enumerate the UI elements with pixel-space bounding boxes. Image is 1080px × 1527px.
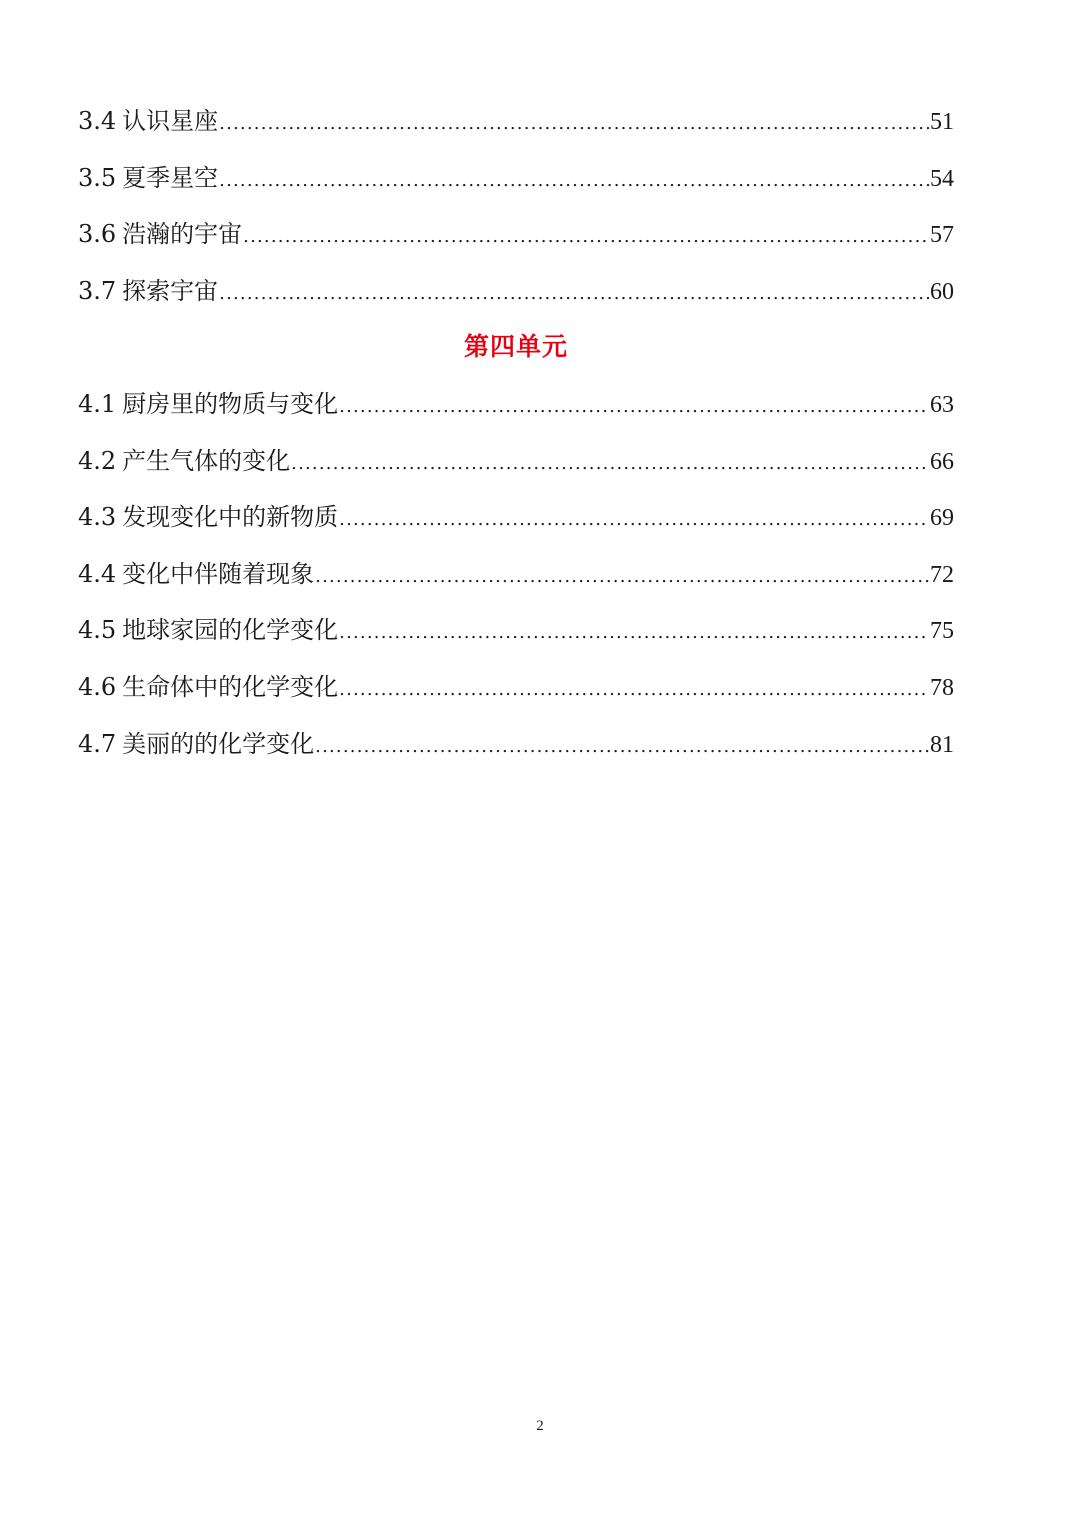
toc-entry-page: 54 (930, 165, 954, 192)
toc-entry-page: 51 (930, 109, 954, 135)
toc-entry-number: 3.7 (78, 276, 117, 305)
toc-entry-page: 75 (930, 618, 954, 645)
toc-entry-label (78, 438, 290, 484)
toc-entry-number: 4.4 (78, 559, 117, 588)
toc-leader-dots (219, 271, 929, 317)
toc-entry-label (78, 721, 314, 767)
toc-entry-label (78, 664, 338, 710)
toc-entry-number: 4.1 (78, 389, 117, 418)
toc-entry-label (78, 268, 218, 314)
toc-entry-page: 60 (930, 278, 954, 305)
toc-entry-title: 变化中伴随着现象 (122, 559, 315, 588)
toc-entry-4-5[interactable] (78, 607, 954, 664)
toc-leader-dots (291, 441, 929, 487)
toc-entry-label (78, 211, 242, 257)
toc-entry-number: 4.3 (78, 503, 117, 532)
toc-entry-page: 66 (930, 448, 954, 475)
table-of-contents (78, 98, 954, 777)
toc-leader-dots (243, 214, 929, 260)
toc-entry-title: 夏季星空 (122, 163, 219, 192)
toc-entry-title: 产生气体的变化 (122, 446, 291, 475)
toc-entry-page: 78 (930, 674, 954, 701)
toc-entry-title: 认识星座 (122, 107, 219, 135)
toc-entry-title: 地球家园的化学变化 (122, 616, 339, 645)
toc-entry-3-6[interactable] (78, 211, 954, 268)
toc-entry-page: 57 (930, 222, 954, 249)
toc-leader-dots (219, 158, 929, 204)
toc-leader-dots (315, 554, 929, 600)
toc-leader-dots (339, 384, 929, 430)
toc-entry-label (78, 607, 338, 653)
toc-entry-page: 63 (930, 391, 954, 418)
toc-entry-label (78, 98, 218, 144)
toc-entry-3-5[interactable] (78, 155, 954, 212)
toc-entry-3-4[interactable] (78, 98, 954, 155)
toc-entry-label (78, 155, 218, 201)
toc-entry-number: 3.6 (78, 220, 117, 249)
toc-entry-page: 72 (930, 561, 954, 588)
toc-entry-title: 浩瀚的宇宙 (122, 220, 243, 249)
page-number: 2 (536, 1418, 544, 1434)
toc-entry-page: 81 (930, 731, 954, 758)
unit-heading: 第四单元 (463, 332, 568, 362)
toc-entry-title: 生命体中的化学变化 (122, 672, 339, 701)
toc-leader-dots (315, 724, 929, 770)
toc-leader-dots (219, 101, 929, 147)
toc-entry-4-6[interactable] (78, 664, 954, 721)
toc-entry-number: 4.6 (78, 672, 117, 701)
toc-leader-dots (339, 497, 929, 543)
toc-entry-4-4[interactable] (78, 551, 954, 608)
toc-entry-label (78, 381, 338, 427)
toc-entry-label (78, 551, 314, 597)
toc-entry-4-2[interactable] (78, 438, 954, 495)
toc-entry-title: 美丽的的化学变化 (122, 729, 315, 758)
toc-entry-number: 4.2 (78, 446, 117, 475)
toc-leader-dots (339, 610, 929, 656)
toc-entry-number: 4.7 (78, 729, 117, 758)
toc-entry-label (78, 494, 338, 540)
toc-entry-number: 4.5 (78, 616, 117, 645)
toc-entry-number: 3.4 (78, 107, 117, 135)
toc-entry-title: 探索宇宙 (122, 276, 219, 305)
toc-entry-page: 69 (930, 505, 954, 532)
toc-entry-4-1[interactable] (78, 381, 954, 438)
toc-leader-dots (339, 667, 929, 713)
toc-entry-4-7[interactable] (78, 721, 954, 778)
toc-entry-title: 厨房里的物质与变化 (122, 389, 339, 418)
toc-entry-4-3[interactable] (78, 494, 954, 551)
toc-entry-title: 发现变化中的新物质 (122, 503, 339, 532)
toc-entry-3-7[interactable] (78, 268, 954, 325)
toc-entry-number: 3.5 (78, 163, 117, 192)
